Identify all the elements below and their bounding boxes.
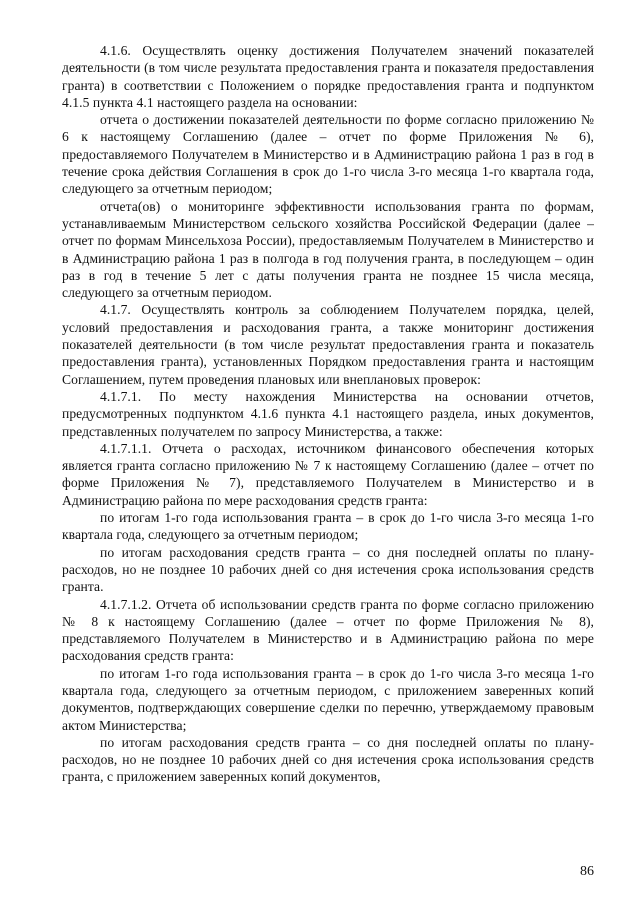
document-body bbox=[62, 42, 594, 786]
paragraph-report-form-6: отчета о достижении показателей деятельности по форме согласно приложению № 6 к настоящему Соглашению (далее – отчет по форме Приложения № 6), предоставляемого Получателем в Министерство и в Администрацию района 1 раз в год в течение срока действия Соглашения в срок до 1-го числа 3-го месяца 1-го квартала года, следующего за отчетным периодом; bbox=[62, 112, 594, 197]
paragraph-4-1-7-1-1: 4.1.7.1.1. Отчета о расходах, источником финансового обеспечения которых является гранта согласно приложению № 7 к настоящему Соглашению (далее – отчет по форме Приложения № 7), представляемого Получателем в Министерство и в Администрацию района по мере расходования средств гранта: bbox=[62, 440, 594, 508]
page-number: 86 bbox=[580, 864, 594, 879]
paragraph-4-1-7-1: 4.1.7.1. По месту нахождения Министерства на основании отчетов, предусмотренных подпунктом 4.1.6 пункта 4.1 настоящего раздела, иных документов, представленных получателем по запросу Министерства, а также: bbox=[62, 388, 594, 439]
paragraph-first-year-results-with-copies: по итогам 1-го года использования гранта – в срок до 1-го числа 3-го месяца 1-го квартала года, следующего за отчетным периодом, с приложением заверенных копий документов, подтверждающих совершение сделки по перечню, утверждаемому правовым актом Министерства; bbox=[62, 665, 594, 733]
paragraph-spending-results: по итогам расходования средств гранта – со дня последней оплаты по плану-расходов, но не позднее 10 рабочих дней со дня истечения срока использования средств гранта. bbox=[62, 544, 594, 595]
paragraph-4-1-7: 4.1.7. Осуществлять контроль за соблюдением Получателем порядка, целей, условий предоставления и расходования гранта, а также мониторинг достижения показателей деятельности (в том числе результат предоставления гранта и показатель предоставления гранта), установленных Порядком предоставления гранта и настоящим Соглашением, путем проведения плановых или внеплановых проверок: bbox=[62, 302, 594, 387]
paragraph-4-1-7-1-2: 4.1.7.1.2. Отчета об использовании средств гранта по форме согласно приложению № 8 к настоящему Соглашению (далее – отчет по форме Приложения № 8), представляемого Получателем в Министерство и в Администрацию района по мере расходования средств гранта: bbox=[62, 596, 594, 664]
paragraph-monitoring-report: отчета(ов) о мониторинге эффективности использования гранта по формам, устанавливаемым Министерством сельского хозяйства Российской Федерации (далее – отчет по формам Минсельхоза России), предоставляемым Получателем в Министерство и в Администрацию района 1 раз в полгода в год получения гранта, в последующем – один раз в год в течение 5 лет с даты получения гранта не позднее 15 числа месяца, следующего за отчетным периодом. bbox=[62, 198, 594, 301]
paragraph-4-1-6: 4.1.6. Осуществлять оценку достижения Получателем значений показателей деятельности (в том числе результата предоставления гранта и показателя предоставления гранта) в соответствии с Положением о порядке предоставления гранта и подпунктом 4.1.5 пункта 4.1 настоящего раздела на основании: bbox=[62, 43, 594, 110]
paragraph-first-year-results: по итогам 1-го года использования гранта – в срок до 1-го числа 3-го месяца 1-го квартала года, следующего за отчетным периодом; bbox=[62, 510, 594, 543]
paragraph-spending-results-with-copies: по итогам расходования средств гранта – со дня последней оплаты по плану-расходов, но не позднее 10 рабочих дней со дня истечения срока использования средств гранта, с приложением заверенных копий документов, bbox=[62, 734, 594, 785]
